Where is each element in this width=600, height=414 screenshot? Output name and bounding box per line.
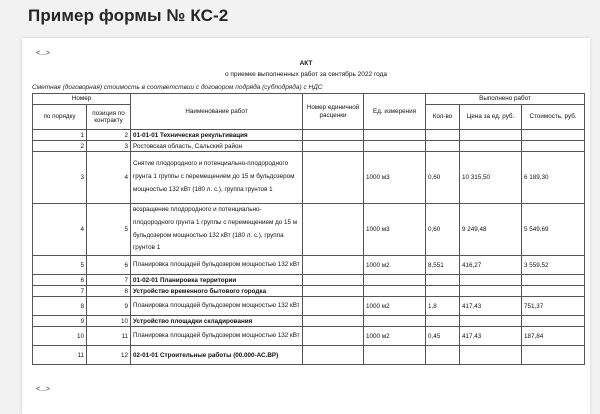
- cell-pos: 7: [87, 275, 131, 286]
- page-title: Пример формы № КС-2: [28, 6, 229, 25]
- table-row: [33, 297, 585, 316]
- cell-qty: [426, 275, 460, 286]
- cell-name: Устройство площадки складирования: [131, 316, 303, 327]
- cell-pos: 2: [87, 130, 131, 141]
- cell-n: 8: [33, 297, 87, 316]
- header-done: Выполнено работ: [426, 94, 585, 105]
- cell-qty: [426, 286, 460, 297]
- cell-unit-no: [303, 141, 364, 152]
- cell-price: [460, 141, 522, 152]
- table-row: [33, 204, 585, 256]
- ks2-table: [32, 93, 585, 365]
- document-sheet: [22, 38, 590, 414]
- cell-unit: 1000 м2: [364, 256, 426, 275]
- cell-cost: [522, 275, 585, 286]
- table-row: [33, 141, 585, 152]
- cell-unit: [364, 130, 426, 141]
- cell-unit-no: [303, 130, 364, 141]
- cell-name: Планировка площадей бульдозером мощностью 132 кВт: [131, 256, 303, 275]
- cell-unit: [364, 141, 426, 152]
- table-body: [33, 130, 585, 365]
- table-row: [33, 130, 585, 141]
- cell-unit: [364, 316, 426, 327]
- header-work-name: Наименование работ: [131, 94, 303, 130]
- cell-n: 6: [33, 275, 87, 286]
- header-unit-price-no: Номер единичной расценки: [303, 94, 364, 130]
- cell-cost: 6 189,30: [522, 152, 585, 204]
- ellipsis-top: <...>: [36, 50, 51, 57]
- cell-unit: [364, 286, 426, 297]
- cell-unit-no: [303, 286, 364, 297]
- cell-unit-no: [303, 327, 364, 346]
- cell-unit-no: [303, 346, 364, 365]
- table-row: [33, 316, 585, 327]
- cell-price: [460, 346, 522, 365]
- cell-unit: 1000 м3: [364, 204, 426, 256]
- cell-price: [460, 286, 522, 297]
- cell-unit-no: [303, 316, 364, 327]
- cell-qty: [426, 316, 460, 327]
- cell-qty: 0,60: [426, 204, 460, 256]
- header-unit: Ед. измерения: [364, 94, 426, 130]
- cell-qty: 0,60: [426, 152, 460, 204]
- cell-n: 9: [33, 316, 87, 327]
- cell-pos: 3: [87, 141, 131, 152]
- cell-unit: 1000 м2: [364, 297, 426, 316]
- cell-name: Планировка площадей бульдозером мощностью 132 кВт: [131, 297, 303, 316]
- cell-pos: 6: [87, 256, 131, 275]
- cell-qty: 0,45: [426, 327, 460, 346]
- cell-price: [460, 130, 522, 141]
- cell-n: 1: [33, 130, 87, 141]
- cell-name: 01-02-01 Планировка территории: [131, 275, 303, 286]
- cell-pos: 8: [87, 286, 131, 297]
- cell-n: 2: [33, 141, 87, 152]
- cost-note: Сметная (договорная) стоимость в соответствии с договором подряда (субподряда) с НДС: [32, 84, 323, 91]
- cell-cost: 751,37: [522, 297, 585, 316]
- cell-qty: 1,8: [426, 297, 460, 316]
- cell-price: 417,43: [460, 297, 522, 316]
- cell-price: [460, 316, 522, 327]
- cell-unit: [364, 275, 426, 286]
- cell-name: Ростовская область, Сальский район: [131, 141, 303, 152]
- cell-qty: 8,551: [426, 256, 460, 275]
- cell-unit-no: [303, 256, 364, 275]
- cell-price: 416,27: [460, 256, 522, 275]
- cell-unit: [364, 346, 426, 365]
- table-row: [33, 327, 585, 346]
- cell-unit-no: [303, 152, 364, 204]
- cell-n: 7: [33, 286, 87, 297]
- cell-pos: 11: [87, 327, 131, 346]
- cell-unit-no: [303, 204, 364, 256]
- cell-cost: [522, 130, 585, 141]
- cell-qty: [426, 346, 460, 365]
- act-title: АКТ: [299, 60, 313, 67]
- cell-name: Устройство временного бытового городка: [131, 286, 303, 297]
- header-by-contract: позиция по контракту: [87, 105, 131, 130]
- cell-n: 5: [33, 256, 87, 275]
- header-number: Номер: [33, 94, 131, 105]
- cell-cost: [522, 141, 585, 152]
- header-price: Цена за ед. руб.: [460, 105, 522, 130]
- table-row: [33, 286, 585, 297]
- cell-name: Планировка площадей бульдозером мощностью 132 кВт: [131, 327, 303, 346]
- table-row: [33, 346, 585, 365]
- cell-qty: [426, 141, 460, 152]
- cell-pos: 12: [87, 346, 131, 365]
- cell-qty: [426, 130, 460, 141]
- cell-price: 417,43: [460, 327, 522, 346]
- cell-unit: 1000 м2: [364, 327, 426, 346]
- cell-pos: 5: [87, 204, 131, 256]
- cell-name: 02-01-01 Строительные работы (00.000-АС.ВР): [131, 346, 303, 365]
- cell-price: 10 315,50: [460, 152, 522, 204]
- table-row: [33, 256, 585, 275]
- cell-unit-no: [303, 297, 364, 316]
- cell-unit-no: [303, 275, 364, 286]
- cell-pos: 10: [87, 316, 131, 327]
- cell-n: 3: [33, 152, 87, 204]
- act-subtitle: о приемке выполненных работ за сентябрь 2022 года: [224, 71, 388, 78]
- cell-pos: 4: [87, 152, 131, 204]
- cell-cost: 3 559,52: [522, 256, 585, 275]
- cell-cost: 187,84: [522, 327, 585, 346]
- cell-n: 10: [33, 327, 87, 346]
- cell-name: Снятие плодородного и потенциально-плодородного грунта 1 группы с перемещением до 15 м бульдозером мощностью 132 кВт (180 л. с.), группа грунтов 1: [131, 152, 303, 204]
- header-by-order: по порядку: [33, 105, 87, 130]
- cell-unit: 1000 м3: [364, 152, 426, 204]
- table-row: [33, 275, 585, 286]
- cell-price: [460, 275, 522, 286]
- header-cost: Стоимость, руб.: [522, 105, 585, 130]
- cell-cost: [522, 286, 585, 297]
- cell-name: возращение плодородного и потенциально-плодородного грунта 1 группы с перемещением до 15 м бульдозером мощностью 132 кВт (180 л. с.), группа грунтов 1: [131, 204, 303, 256]
- cell-cost: 5 549,69: [522, 204, 585, 256]
- cell-pos: 9: [87, 297, 131, 316]
- header-qty: Кол-во: [426, 105, 460, 130]
- cell-cost: [522, 316, 585, 327]
- cell-n: 11: [33, 346, 87, 365]
- ellipsis-bottom: <...>: [36, 386, 51, 393]
- table-row: [33, 152, 585, 204]
- cell-cost: [522, 346, 585, 365]
- cell-n: 4: [33, 204, 87, 256]
- cell-price: 9 249,48: [460, 204, 522, 256]
- cell-name: 01-01-01 Техническая рекультивация: [131, 130, 303, 141]
